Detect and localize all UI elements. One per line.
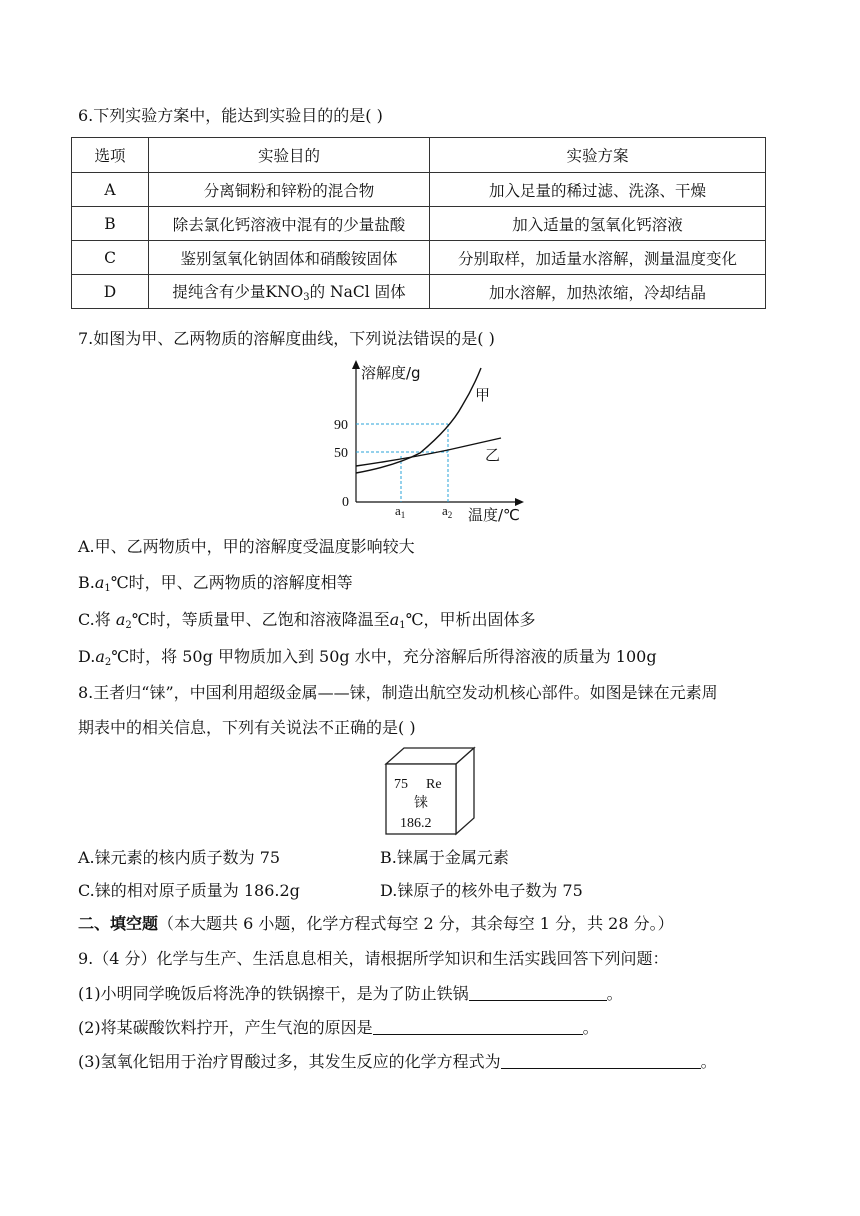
q7-option-d bbox=[78, 646, 657, 674]
x-axis-arrow bbox=[515, 498, 524, 506]
var-a: a bbox=[115, 610, 126, 629]
var-subscript: 2 bbox=[125, 620, 132, 631]
var-subscript: 1 bbox=[399, 620, 406, 631]
q9-part3 bbox=[78, 1051, 717, 1073]
part-text: (2)将某碳酸饮料拧开，产生气泡的原因是 bbox=[78, 1018, 373, 1037]
formula-subscript: 3 bbox=[303, 292, 310, 303]
purpose-text: 提纯含有少量 bbox=[172, 283, 266, 301]
header-plan: 实验方案 bbox=[430, 138, 766, 173]
y-tick-90: 90 bbox=[334, 418, 348, 433]
q6-stem: 6.下列实验方案中，能达到实验目的的是( ) bbox=[78, 106, 383, 125]
y-axis-label: 溶解度/g bbox=[361, 364, 421, 382]
y-axis-arrow bbox=[352, 360, 360, 369]
cube-side-face bbox=[456, 748, 474, 834]
var-a: a bbox=[94, 573, 105, 592]
table-row bbox=[72, 207, 766, 241]
table-row bbox=[72, 173, 766, 207]
q7-option-c bbox=[78, 609, 536, 637]
q8-stem-line2: 期表中的相关信息，下列有关说法不正确的是( ) bbox=[78, 718, 416, 737]
q7-option-b bbox=[78, 572, 353, 600]
var-a: a bbox=[95, 647, 105, 666]
element-number: 75 bbox=[394, 777, 408, 792]
q9-part2 bbox=[78, 1017, 599, 1039]
experiment-table bbox=[71, 137, 766, 309]
option-label: D. bbox=[78, 647, 96, 666]
solubility-chart bbox=[325, 356, 535, 526]
x-tick-a2: $a_2$ bbox=[442, 503, 453, 520]
element-name: 铼 bbox=[414, 795, 428, 811]
q7-option-a: A.甲、乙两物质中，甲的溶解度受温度影响较大 bbox=[78, 537, 415, 556]
row-plan: 加入适量的氢氧化钙溶液 bbox=[430, 207, 766, 241]
section-note: （本大题共 6 小题，化学方程式每空 2 分，其余每空 1 分，共 28 分。） bbox=[158, 914, 674, 933]
period: 。 bbox=[582, 1018, 599, 1037]
var-subscript: 2 bbox=[104, 657, 112, 668]
section-heading bbox=[78, 913, 674, 935]
row-plan: 加入足量的稀过滤、洗涤、干燥 bbox=[430, 173, 766, 207]
header-purpose: 实验目的 bbox=[149, 138, 430, 173]
option-text: ℃时，等质量甲、乙饱和溶液降温至 bbox=[131, 610, 390, 629]
row-option: C bbox=[72, 241, 149, 275]
option-text: ℃时，将 50g 甲物质加入到 50g 水中，充分溶解后所得溶液的质量为 100g bbox=[111, 647, 657, 666]
period: 。 bbox=[700, 1052, 717, 1071]
q8-option-c: C.铼的相对原子质量为 186.2g bbox=[78, 881, 300, 900]
purpose-text: 的 NaCl 固体 bbox=[309, 283, 406, 301]
q8-stem-line1: 8.王者归“铼”，中国利用超级金属——铼，制造出航空发动机核心部件。如图是铼在元素周 bbox=[78, 683, 718, 702]
option-label: C.将 bbox=[78, 610, 116, 629]
element-mass: 186.2 bbox=[400, 816, 432, 831]
header-option: 选项 bbox=[72, 138, 149, 173]
table-row bbox=[72, 241, 766, 275]
var-subscript: 1 bbox=[104, 583, 111, 594]
row-purpose bbox=[149, 275, 430, 309]
row-plan: 分别取样，加适量水溶解，测量温度变化 bbox=[430, 241, 766, 275]
element-cube bbox=[382, 746, 478, 838]
q9-stem: 9.（4 分）化学与生产、生活息息相关，请根据所学知识和生活实践回答下列问题： bbox=[78, 949, 669, 968]
row-option: D bbox=[72, 275, 149, 309]
q8-option-d: D.铼原子的核外电子数为 75 bbox=[380, 881, 583, 900]
q8-option-b: B.铼属于金属元素 bbox=[380, 848, 509, 867]
formula-kno3: KNO bbox=[265, 283, 304, 301]
x-tick-a1: $a_1$ bbox=[395, 503, 406, 520]
row-purpose: 鉴别氢氧化钠固体和硝酸铵固体 bbox=[149, 241, 430, 275]
option-text: ℃时，甲、乙两物质的溶解度相等 bbox=[110, 573, 353, 592]
period: 。 bbox=[606, 984, 623, 1003]
row-option: B bbox=[72, 207, 149, 241]
part-text: (1)小明同学晚饭后将洗净的铁锅擦干，是为了防止铁锅 bbox=[78, 984, 469, 1003]
option-text: ℃，甲析出固体多 bbox=[405, 610, 536, 629]
q9-part1 bbox=[78, 983, 623, 1005]
series-jia-curve bbox=[356, 368, 481, 473]
series-yi-label: 乙 bbox=[485, 446, 501, 464]
table-row bbox=[72, 275, 766, 309]
q7-stem: 7.如图为甲、乙两物质的溶解度曲线，下列说法错误的是( ) bbox=[78, 329, 495, 348]
q8-option-a: A.铼元素的核内质子数为 75 bbox=[78, 848, 281, 867]
table-header-row bbox=[72, 138, 766, 173]
y-tick-50: 50 bbox=[334, 446, 348, 461]
answer-blank-2[interactable] bbox=[373, 1018, 583, 1035]
row-purpose: 分离铜粉和锌粉的混合物 bbox=[149, 173, 430, 207]
x-axis-label: 温度/℃ bbox=[468, 506, 520, 524]
y-tick-0: 0 bbox=[342, 495, 349, 510]
row-plan: 加水溶解，加热浓缩，冷却结晶 bbox=[430, 275, 766, 309]
row-option: A bbox=[72, 173, 149, 207]
row-purpose: 除去氯化钙溶液中混有的少量盐酸 bbox=[149, 207, 430, 241]
element-symbol: Re bbox=[426, 777, 442, 792]
part-text: (3)氢氧化铝用于治疗胃酸过多，其发生反应的化学方程式为 bbox=[78, 1052, 501, 1071]
series-jia-label: 甲 bbox=[475, 386, 491, 404]
option-label: B. bbox=[78, 573, 95, 592]
var-a: a bbox=[389, 610, 400, 629]
answer-blank-3[interactable] bbox=[501, 1052, 701, 1069]
section-title: 二、填空题 bbox=[78, 914, 159, 933]
answer-blank-1[interactable] bbox=[469, 984, 607, 1001]
